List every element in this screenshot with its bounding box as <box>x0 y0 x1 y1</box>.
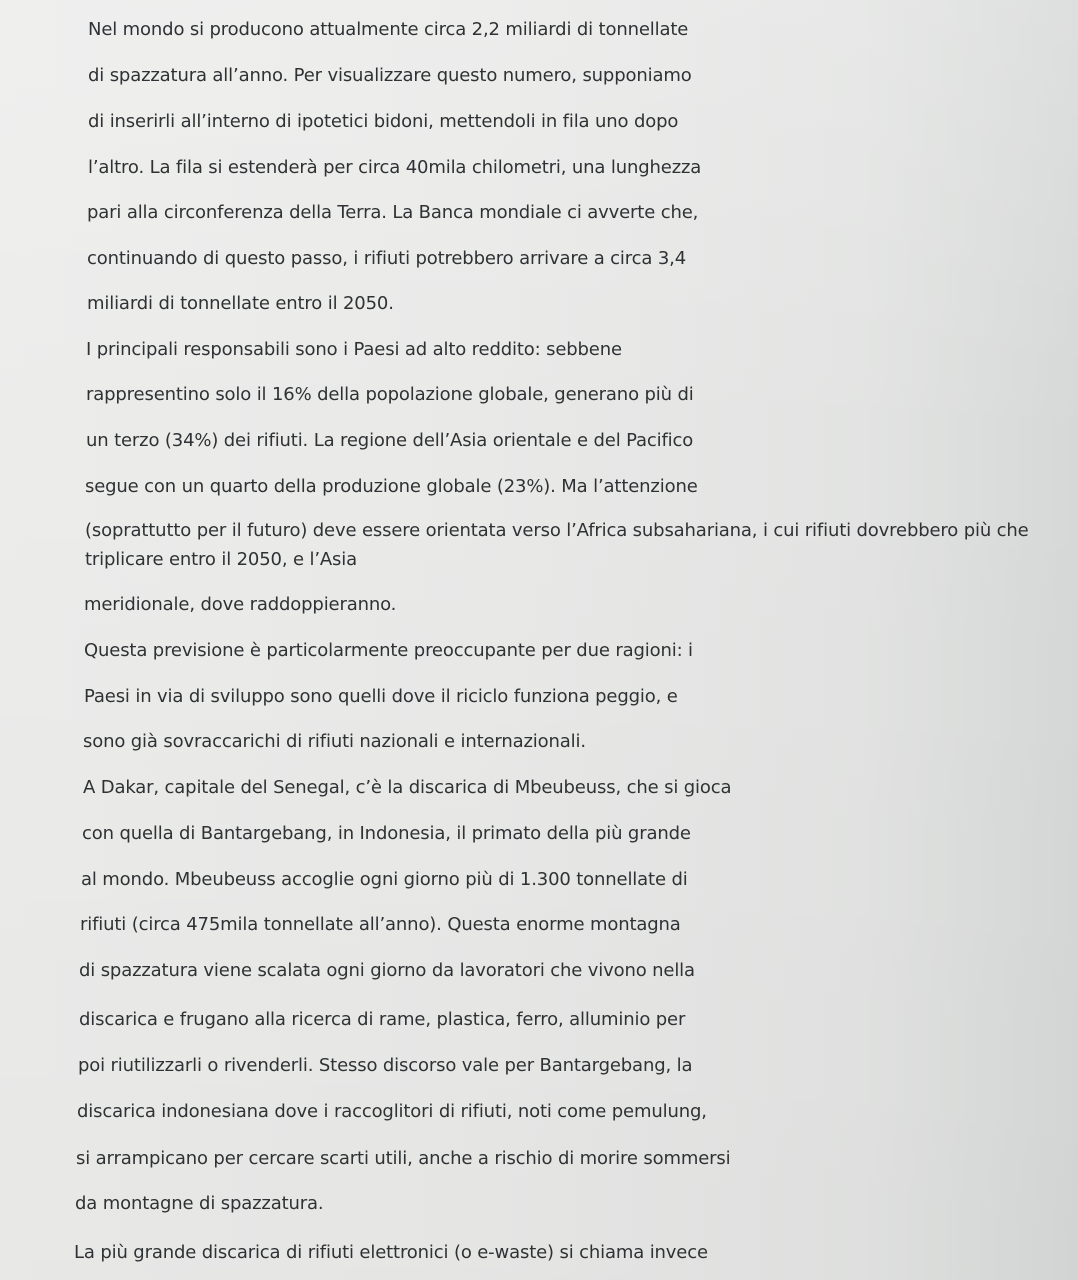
text-line-19: con quella di Bantargebang, in Indonesia, il primato della più grande <box>82 823 691 844</box>
text-line-17: sono già sovraccarichi di rifiuti nazionali e internazionali. <box>83 731 586 752</box>
text-line-15: Questa previsione è particolarmente preoccupante per due ragioni: i <box>84 640 693 661</box>
text-line-11: segue con un quarto della produzione globale (23%). Ma l’attenzione <box>85 476 698 497</box>
text-line-20: al mondo. Mbeubeuss accoglie ogni giorno più di 1.300 tonnellate di <box>81 869 688 890</box>
text-line-6: continuando di questo passo, i rifiuti potrebbero arrivare a circa 3,4 <box>87 248 687 269</box>
text-line-13: triplicare entro il 2050, e l’Asia <box>85 549 358 570</box>
text-line-27: da montagne di spazzatura. <box>75 1193 324 1214</box>
text-line-12: (soprattutto per il futuro) deve essere orientata verso l’Africa subsahariana, i cui rifiuti dovrebbero più che <box>85 520 1029 541</box>
text-line-21: rifiuti (circa 475mila tonnellate all’anno). Questa enorme montagna <box>80 914 681 935</box>
text-line-7: miliardi di tonnellate entro il 2050. <box>87 293 394 314</box>
text-line-26: si arrampicano per cercare scarti utili, anche a rischio di morire sommersi <box>76 1148 731 1169</box>
text-line-9: rappresentino solo il 16% della popolazione globale, generano più di <box>86 384 694 405</box>
text-line-4: l’altro. La fila si estenderà per circa 40mila chilometri, una lunghezza <box>88 157 702 178</box>
text-line-28: La più grande discarica di rifiuti elettronici (o e-waste) si chiama invece <box>74 1242 708 1263</box>
text-line-1: Nel mondo si producono attualmente circa 2,2 miliardi di tonnellate <box>88 19 689 40</box>
text-line-18: A Dakar, capitale del Senegal, c’è la discarica di Mbeubeuss, che si gioca <box>83 777 732 798</box>
text-line-22: di spazzatura viene scalata ogni giorno da lavoratori che vivono nella <box>79 960 695 981</box>
text-line-10: un terzo (34%) dei rifiuti. La regione dell’Asia orientale e del Pacifico <box>86 430 694 451</box>
text-line-25: discarica indonesiana dove i raccoglitori di rifiuti, noti come pemulung, <box>77 1101 707 1122</box>
text-line-2: di spazzatura all’anno. Per visualizzare questo numero, supponiamo <box>88 65 692 86</box>
text-line-5: pari alla circonferenza della Terra. La Banca mondiale ci avverte che, <box>87 202 699 223</box>
text-line-23: discarica e frugano alla ricerca di rame, plastica, ferro, alluminio per <box>79 1009 686 1030</box>
text-line-3: di inserirli all’interno di ipotetici bidoni, mettendoli in fila uno dopo <box>88 111 679 132</box>
text-line-14: meridionale, dove raddoppieranno. <box>84 594 397 615</box>
text-line-16: Paesi in via di sviluppo sono quelli dove il riciclo funziona peggio, e <box>84 686 678 707</box>
text-line-8: I principali responsabili sono i Paesi ad alto reddito: sebbene <box>86 339 622 360</box>
text-line-24: poi riutilizzarli o rivenderli. Stesso discorso vale per Bantargebang, la <box>78 1055 693 1076</box>
